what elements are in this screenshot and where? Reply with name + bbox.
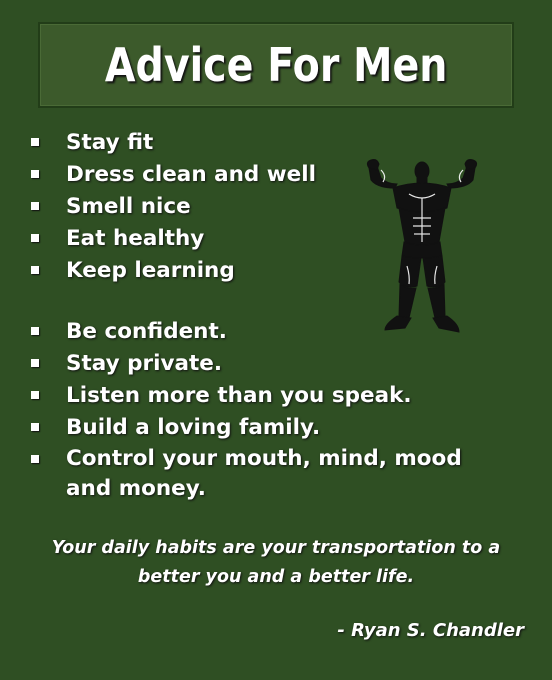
bullet-icon: [31, 170, 39, 178]
list-item: Smell nice: [30, 191, 530, 223]
bodybuilder-icon: [363, 158, 481, 336]
bullet-icon: [31, 455, 39, 463]
bullet-icon: [31, 234, 39, 242]
title-banner: [38, 22, 514, 108]
list-item: Control your mouth, mind, mood and money.: [30, 444, 506, 504]
list-item: Listen more than you speak.: [30, 380, 530, 412]
list-item: Keep learning: [30, 255, 530, 287]
list-item: Dress clean and well: [30, 159, 530, 191]
list-item: Be confident.: [30, 316, 530, 348]
list-item: Stay private.: [30, 348, 530, 380]
bullet-icon: [31, 391, 39, 399]
bullet-icon: [31, 202, 39, 210]
quote-text: Your daily habits are your transportation to a better you and a better life.: [51, 538, 501, 587]
page-title: Advice For Men: [104, 38, 448, 92]
advice-list-group-2: [30, 316, 530, 504]
bullet-icon: [31, 327, 39, 335]
bullet-icon: [31, 266, 39, 274]
list-item: Eat healthy: [30, 223, 530, 255]
bullet-icon: [31, 138, 39, 146]
list-item: Build a loving family.: [30, 412, 530, 444]
quote-author: - Ryan S. Chandler: [337, 620, 524, 641]
bullet-icon: [31, 423, 39, 431]
bullet-icon: [31, 359, 39, 367]
list-item: Stay fit: [30, 127, 530, 159]
